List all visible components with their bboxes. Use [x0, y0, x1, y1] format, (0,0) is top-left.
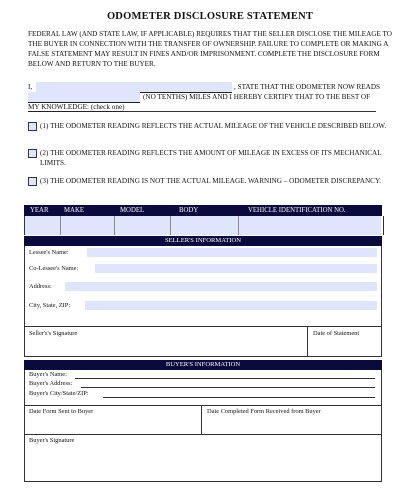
- seller-city-state-zip-field[interactable]: [85, 301, 377, 310]
- vehicle-make-field[interactable]: [61, 216, 115, 235]
- vehicle-make-header: MAKE: [64, 207, 85, 214]
- seller-date-divider: [307, 326, 308, 356]
- buyer-signature-divider: [25, 434, 381, 435]
- seller-address-field[interactable]: [65, 282, 377, 291]
- seller-info-box: [24, 246, 382, 357]
- date-sent-label: Date Form Sent to Buyer: [29, 408, 94, 415]
- buyer-date-divider: [201, 405, 202, 434]
- buyer-name-line[interactable]: [75, 378, 375, 379]
- option-3-text: (3) THE ODOMETER READING IS NOT THE ACTUAL MILEAGE. WARNING – ODOMETER DISCREPANCY.: [40, 177, 382, 185]
- vehicle-header-bar: [24, 205, 382, 216]
- vehicle-year-field[interactable]: [25, 216, 61, 235]
- co-lessee-name-field[interactable]: [95, 264, 377, 273]
- seller-signature-divider: [25, 326, 381, 327]
- vehicle-body-field[interactable]: [171, 216, 239, 235]
- lessee-name-field[interactable]: [87, 248, 377, 257]
- buyer-city-state-zip-label: Buyer's City/State/ZIP:: [29, 390, 89, 397]
- option-2-checkbox[interactable]: [28, 149, 37, 158]
- vehicle-year-header: YEAR: [30, 207, 49, 214]
- option-1-checkbox[interactable]: [28, 122, 37, 131]
- vehicle-info-row: [24, 216, 384, 235]
- seller-info-header: SELLER'S INFORMATION: [24, 236, 382, 246]
- cert-miles-text: (NO TENTHS) MILES AND I HEREBY CERTIFY THAT TO THE BEST OF: [143, 93, 371, 101]
- option-2-text: (2) THE ODOMETER READING REFLECTS THE AMOUNT OF MILEAGE IN EXCESS OF ITS MECHANICAL LIMITS.: [40, 149, 382, 167]
- buyer-info-header: BUYER'S INFORMATION: [24, 360, 382, 370]
- seller-address-label: Address:: [29, 283, 52, 290]
- lessee-name-label: Lessee's Name:: [29, 249, 69, 256]
- cert-knowledge-label: MY KNOWLEDGE: (check one): [28, 103, 125, 111]
- buyer-info-box: [24, 370, 382, 482]
- cert-i-label: I,: [28, 83, 33, 91]
- co-lessee-name-label: Co-Lessee's Name:: [29, 265, 79, 272]
- date-of-statement-label: Date of Statement: [313, 330, 360, 337]
- vehicle-body-header: BODY: [179, 207, 199, 214]
- cert-state-text: , STATE THAT THE ODOMETER NOW READS: [234, 83, 381, 91]
- buyer-city-state-zip-line[interactable]: [103, 397, 375, 398]
- buyer-address-line[interactable]: [81, 387, 375, 388]
- date-received-label: Date Completed Form Received from Buyer: [207, 408, 321, 415]
- buyer-signature-label: Buyer's Signature: [29, 437, 75, 444]
- form-title: ODOMETER DISCLOSURE STATEMENT: [106, 11, 314, 22]
- buyer-name-label: Buyer's Name:: [29, 371, 67, 378]
- option-1-text: (1) THE ODOMETER READING REFLECTS THE ACTUAL MILEAGE OF THE VEHICLE DESCRIBED BELOW.: [40, 122, 387, 130]
- cert-knowledge-underline: [124, 111, 376, 112]
- vehicle-vin-field[interactable]: [239, 216, 381, 235]
- buyer-date-divider-top: [25, 405, 381, 406]
- seller-city-state-zip-label: City, State, ZIP:: [29, 302, 71, 309]
- buyer-address-label: Buyer's Address:: [29, 380, 73, 387]
- vehicle-model-field[interactable]: [115, 216, 171, 235]
- vehicle-model-header: MODEL: [120, 207, 145, 214]
- intro-paragraph: FEDERAL LAW (AND STATE LAW, IF APPLICABLE) REQUIRES THAT THE SELLER DISCLOSE THE MILEAGE TO THE BUYER IN CONNECTION WITH THE TRANSFER OF OWNERSHIP. FAILURE TO COMPLETE OR MAKING A FALSE STATEMENT MAY RESULT IN FINES AND/OR IMPRISONMENT. COMPLETE THE DISCLOSURE FORM BELOW AND RETURN TO THE BUYER.: [28, 30, 392, 68]
- seller-signature-label: Seller's's Signature: [29, 330, 78, 337]
- option-3-checkbox[interactable]: [28, 177, 37, 186]
- vehicle-vin-header: VEHICLE IDENTIFICATION NO.: [248, 207, 346, 214]
